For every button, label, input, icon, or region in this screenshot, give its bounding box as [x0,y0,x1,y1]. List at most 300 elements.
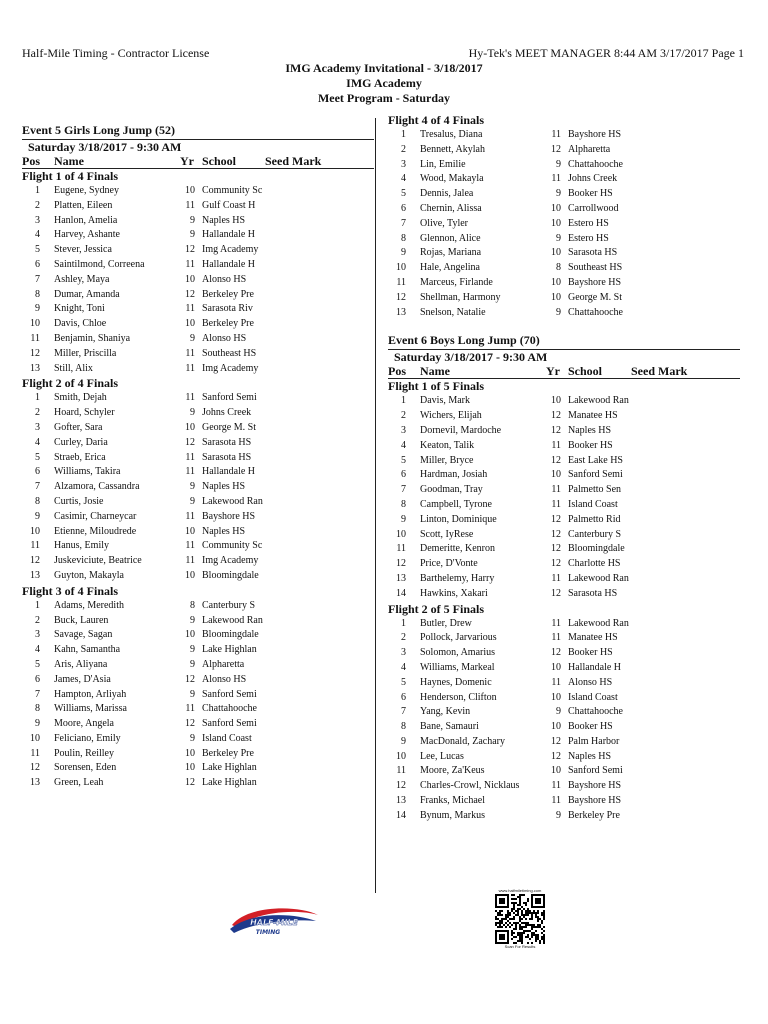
entry-pos: 10 [396,528,406,540]
entry-year: 11 [551,439,561,451]
entry-pos: 2 [35,407,40,419]
flight-title: Flight 2 of 4 Finals [22,376,119,391]
entry-name: Buck, Lauren [54,614,109,626]
entry-name: Alzamora, Cassandra [54,481,140,493]
entry-row [388,143,740,158]
entry-year: 10 [185,629,195,641]
entry-name: James, D'Asia [54,673,111,685]
entry-name: Moore, Angela [54,718,114,730]
entry-school: George M. St [202,421,256,433]
entry-row [388,217,740,232]
entry-school: Johns Creek [568,173,618,185]
entry-name: Guyton, Makayla [54,569,124,581]
entry-year: 11 [551,129,561,140]
entry-pos: 10 [396,262,406,274]
entry-year: 12 [185,777,195,789]
entry-year: 12 [551,543,561,555]
entry-year: 11 [185,347,195,359]
entry-name: Juskeviciute, Beatrice [54,555,142,567]
entry-row [388,261,740,276]
entry-pos: 7 [401,217,406,229]
entry-school: Naples HS [202,525,246,537]
entry-name: Wood, Makayla [420,173,484,185]
meet-venue: IMG Academy [346,76,422,90]
session-time: Saturday 3/18/2017 - 9:30 AM [22,139,374,154]
entry-pos: 9 [35,718,40,730]
entry-name: Glennon, Alice [420,232,481,244]
header-school: School [568,364,603,379]
entry-row [22,480,374,495]
entry-pos: 8 [35,495,40,507]
entry-row [22,614,374,629]
entry-pos: 3 [35,629,40,641]
entry-row [388,513,740,528]
entry-name: Kahn, Samantha [54,644,121,656]
entry-row [388,202,740,217]
entry-year: 12 [185,673,195,685]
flight-title: Flight 2 of 5 Finals [388,601,485,616]
entry-row [22,643,374,658]
entry-pos: 3 [401,647,406,659]
entry-row [388,794,740,809]
entry-name: Knight, Toni [54,303,105,315]
entry-name: Still, Alix [54,362,93,374]
entry-name: Pollock, Jarvarious [420,632,497,644]
entry-name: Butler, Drew [420,617,472,629]
entry-pos: 13 [30,362,40,374]
entry-year: 9 [556,809,561,821]
entry-school: Hallandale H [202,466,256,478]
entry-year: 12 [551,528,561,540]
entry-row [388,306,740,321]
entry-year: 10 [551,469,561,481]
entry-row [22,717,374,732]
entry-row [388,587,740,602]
entry-row [388,454,740,469]
entry-name: Aris, Aliyana [54,658,108,670]
entry-pos: 4 [401,173,406,185]
entry-pos: 3 [401,158,406,170]
entry-name: Savage, Sagan [54,629,113,641]
entry-year: 12 [551,735,561,747]
entry-school: Sanford Semi [202,392,257,404]
entry-year: 11 [551,780,561,792]
entry-name: Eugene, Sydney [54,185,119,196]
entry-school: Alonso HS [202,273,247,285]
header-name: Name [54,154,84,168]
entry-row [22,569,374,584]
entry-year: 11 [551,572,561,584]
entry-name: Scott, IyRese [420,528,474,540]
flight-title: Flight 1 of 5 Finals [388,379,485,394]
entry-name: Keaton, Talik [420,439,475,451]
entry-year: 12 [185,436,195,448]
entry-pos: 6 [401,691,406,703]
entry-pos: 12 [30,762,40,774]
entry-pos: 6 [35,673,40,685]
entry-pos: 4 [35,644,40,656]
entry-name: Hanus, Emily [54,540,109,552]
entry-school: Booker HS [568,647,613,659]
entry-year: 10 [185,273,195,285]
entry-row [388,809,740,824]
entry-pos: 12 [30,555,40,567]
entry-name: Etienne, Miloudrede [54,525,137,537]
entry-pos: 12 [396,780,406,792]
header-license: Half-Mile Timing - Contractor License [22,46,210,60]
entry-name: Hardman, Josiah [420,469,488,481]
entry-name: Adams, Meredith [54,599,124,611]
column-headers [388,364,740,379]
entry-school: Bloomingdale [202,569,259,581]
entry-year: 12 [185,718,195,730]
entry-row [22,258,374,273]
entry-school: Berkeley Pre [202,747,254,759]
entry-school: Southeast HS [568,262,623,274]
entry-pos: 11 [30,540,40,552]
entry-school: Hallandale H [202,229,256,241]
entry-name: Gofter, Sara [54,421,103,433]
entry-year: 11 [185,703,195,715]
entry-year: 12 [551,750,561,762]
entry-year: 12 [185,288,195,300]
entry-school: Naples HS [202,481,246,493]
header-seed-mark: Seed Mark [631,364,688,379]
entry-row [22,465,374,480]
entry-year: 12 [551,558,561,570]
entry-row [22,673,374,688]
entry-school: Canterbury S [202,599,256,611]
entry-row [388,661,740,676]
entry-name: Williams, Takira [54,466,121,478]
entry-year: 11 [185,392,195,404]
header-yr: Yr [180,154,194,168]
entry-school: Lakewood Ran [568,617,629,629]
entry-year: 9 [190,407,195,419]
entry-school: Booker HS [568,188,613,200]
entry-pos: 1 [401,129,406,140]
entry-school: Estero HS [568,217,609,229]
entry-row [388,528,740,543]
entry-school: Lakewood Ran [202,495,263,507]
entry-school: Lake Highlan [202,762,257,774]
entry-year: 12 [551,587,561,599]
entry-row [22,451,374,466]
header-school: School [202,154,237,168]
entry-pos: 11 [30,747,40,759]
entry-year: 11 [185,303,195,315]
entry-year: 9 [190,688,195,700]
entry-name: Lin, Emilie [420,158,466,170]
entry-name: Bynum, Markus [420,809,485,821]
entry-row [388,779,740,794]
entry-name: Curtis, Josie [54,495,104,507]
entry-school: Naples HS [568,424,612,436]
entry-school: Palmetto Rid [568,513,621,525]
entry-year: 9 [190,732,195,744]
entry-row [22,302,374,317]
entry-year: 9 [556,188,561,200]
entry-school: Img Academy [202,362,259,374]
entry-name: Shellman, Harmony [420,291,501,303]
entry-year: 12 [551,410,561,422]
entry-school: Alonso HS [202,673,247,685]
svg-text:HALF-MILE: HALF-MILE [250,918,298,927]
entry-school: Bloomingdale [202,629,259,641]
entry-name: Demeritte, Kenron [420,543,495,555]
entry-row [22,688,374,703]
entry-year: 11 [551,498,561,510]
entry-row [22,495,374,510]
entry-year: 9 [190,614,195,626]
entry-row [22,599,374,614]
entry-pos: 8 [35,288,40,300]
entry-school: Lakewood Ran [202,614,263,626]
entry-school: Island Coast [568,691,618,703]
entry-school: Estero HS [568,232,609,244]
entry-year: 11 [185,362,195,374]
entry-name: Campbell, Tyrone [420,498,492,510]
entry-name: Bane, Samauri [420,721,479,733]
entry-school: Bayshore HS [568,276,622,288]
entry-school: Berkeley Pre [202,318,254,330]
entry-year: 12 [551,424,561,436]
entry-row [22,747,374,762]
entry-pos: 1 [35,392,40,404]
entry-name: Lee, Lucas [420,750,464,762]
entry-year: 11 [185,510,195,522]
entry-row [22,628,374,643]
entry-year: 12 [185,244,195,256]
entry-pos: 10 [30,525,40,537]
entry-school: Alonso HS [202,332,247,344]
entry-school: Berkeley Pre [202,288,254,300]
entry-name: Barthelemy, Harry [420,572,495,584]
entry-school: Island Coast [568,498,618,510]
entry-school: Lake Highlan [202,777,257,789]
entry-pos: 8 [401,721,406,733]
entry-row [22,436,374,451]
entry-pos: 11 [396,765,406,777]
entry-name: Snelson, Natalie [420,306,486,318]
entry-pos: 9 [35,510,40,522]
entry-school: Lake Highlan [202,644,257,656]
column-headers [22,154,374,169]
entry-name: Hanlon, Amelia [54,214,118,226]
entry-school: Southeast HS [202,347,257,359]
entry-school: Sarasota HS [568,247,618,259]
entry-school: Alonso HS [568,676,613,688]
header-yr: Yr [546,364,560,379]
entry-name: Stever, Jessica [54,244,112,256]
entry-row [388,232,740,247]
entry-name: Hawkins, Xakari [420,587,488,599]
entry-name: Platten, Eileen [54,199,113,211]
entry-pos: 2 [401,410,406,422]
entry-year: 9 [556,232,561,244]
entry-name: Moore, Za'Keus [420,765,485,777]
entry-row [388,542,740,557]
entry-row [388,128,740,143]
entry-pos: 7 [35,273,40,285]
entry-pos: 12 [30,347,40,359]
entry-year: 11 [185,451,195,463]
entry-school: Palmetto Sen [568,484,622,496]
entry-year: 11 [185,466,195,478]
entry-row [22,554,374,569]
entry-pos: 5 [35,451,40,463]
entry-pos: 12 [396,558,406,570]
entry-name: Williams, Marissa [54,703,127,715]
entry-row [388,172,740,187]
entry-row [22,732,374,747]
entry-pos: 14 [396,809,406,821]
entry-year: 11 [551,676,561,688]
entry-pos: 5 [401,188,406,200]
entry-row [388,691,740,706]
entry-name: Williams, Markeal [420,661,495,673]
entry-pos: 11 [396,276,406,288]
entry-school: Manatee HS [568,632,618,644]
entry-row [22,658,374,673]
entry-school: Chattahooche [568,306,623,318]
entry-school: Palm Harbor [568,735,620,747]
entry-year: 9 [190,214,195,226]
entry-year: 10 [551,765,561,777]
entry-year: 11 [551,617,561,629]
entry-pos: 6 [401,469,406,481]
entry-school: Community Sc [202,540,263,552]
entry-school: Img Academy [202,244,259,256]
entry-name: Chernin, Alissa [420,202,482,214]
entry-row [22,776,374,791]
entry-name: Poulin, Reilley [54,747,114,759]
entry-name: Rojas, Mariana [420,247,482,259]
entry-row [388,276,740,291]
entry-year: 11 [551,484,561,496]
entry-year: 12 [551,454,561,466]
entry-school: Canterbury S [568,528,622,540]
entry-name: Feliciano, Emily [54,732,121,744]
entry-pos: 8 [401,498,406,510]
entry-year: 10 [551,661,561,673]
entry-row [388,409,740,424]
entry-row [388,468,740,483]
header-meet-manager: Hy-Tek's MEET MANAGER 8:44 AM 3/17/2017 Page 1 [468,46,744,60]
entry-name: Solomon, Amarius [420,647,496,659]
entry-year: 12 [551,647,561,659]
entry-name: Straeb, Erica [54,451,106,463]
entry-name: Davis, Chloe [54,318,107,330]
entry-pos: 4 [35,436,40,448]
entry-school: Island Coast [202,732,252,744]
entry-pos: 11 [30,332,40,344]
entry-name: Smith, Dejah [54,392,107,404]
entry-row [22,406,374,421]
entry-year: 9 [190,495,195,507]
entry-year: 9 [556,158,561,170]
entry-row [22,332,374,347]
qr-code-icon [495,894,545,944]
entry-row [388,705,740,720]
entry-row [388,158,740,173]
entry-row [22,317,374,332]
entry-year: 10 [185,569,195,581]
entry-pos: 1 [35,599,40,611]
entry-year: 10 [185,318,195,330]
entry-row [388,291,740,306]
entry-pos: 9 [35,303,40,315]
entry-school: Community Sc [202,185,263,196]
entry-year: 12 [551,513,561,525]
header-seed-mark: Seed Mark [265,154,322,168]
entry-school: Chattahooche [568,706,623,718]
entry-pos: 8 [35,703,40,715]
svg-text:TIMING: TIMING [255,929,281,936]
entry-year: 10 [551,276,561,288]
entry-year: 11 [185,540,195,552]
entry-name: Bennett, Akylah [420,143,485,155]
entry-row [388,187,740,202]
entry-year: 11 [185,555,195,567]
right-column [388,113,740,824]
entry-pos: 9 [401,247,406,259]
entry-school: Manatee HS [568,410,618,422]
entry-year: 9 [190,229,195,241]
event-spacer [388,320,740,332]
entry-pos: 10 [396,750,406,762]
entry-year: 10 [551,247,561,259]
entry-pos: 4 [401,439,406,451]
entry-school: Sarasota HS [202,436,252,448]
entry-school: Sanford Semi [202,688,257,700]
entry-school: Bayshore HS [568,129,622,140]
qr-code-block [490,888,550,956]
event-title: Event 6 Boys Long Jump (70) [388,333,540,348]
entry-school: Alpharetta [202,658,245,670]
entry-pos: 11 [396,543,406,555]
entry-year: 10 [551,202,561,214]
entry-school: Booker HS [568,721,613,733]
entry-pos: 7 [401,706,406,718]
entry-pos: 13 [396,572,406,584]
entry-school: Bayshore HS [202,510,256,522]
entry-pos: 4 [35,229,40,241]
entry-pos: 1 [401,395,406,407]
entry-name: Dornevil, Mardoche [420,424,502,436]
entry-name: Sorensen, Eden [54,762,117,774]
header-pos: Pos [22,154,40,168]
entry-name: Marceus, Firlande [420,276,493,288]
entry-year: 9 [190,481,195,493]
entry-name: Saintilmond, Correena [54,258,145,270]
entry-row [388,764,740,779]
entry-name: Dennis, Jalea [420,188,474,200]
entry-school: Bloomingdale [568,543,625,555]
entry-school: Naples HS [568,750,612,762]
flight-title: Flight 4 of 4 Finals [388,113,485,127]
qr-url: www.halfmiletiming.com [498,888,542,893]
entry-pos: 10 [30,732,40,744]
entry-year: 10 [551,291,561,303]
entry-name: Benjamin, Shaniya [54,332,131,344]
entry-row [388,735,740,750]
entry-row [388,617,740,632]
entry-row [388,424,740,439]
entry-name: Ashley, Maya [54,273,110,285]
meet-title-block [0,61,768,106]
header-pos: Pos [388,364,406,379]
